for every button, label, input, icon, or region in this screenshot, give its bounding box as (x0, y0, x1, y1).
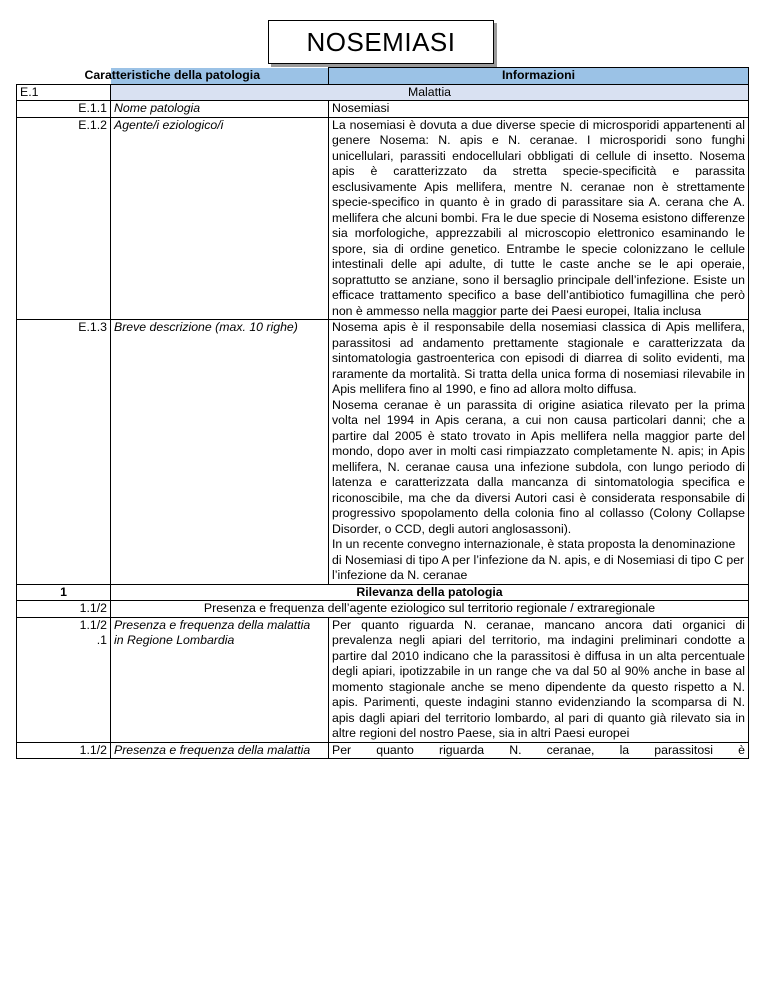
paragraph: In un recente convegno internazionale, è stata proposta la denominazione di Nosemiasi di tipo A per l’infezione da N. apis, e di Nosemiasi di tipo C per l’infezione da N. ceranae (332, 537, 745, 582)
paragraph: Nosema ceranae è un parassita di origine asiatica rilevato per la prima volta nel 1994 in Apis cerana, a cui non causa particolari danni; che a partire dal 2005 è stato trovato in Apis mellifera nella maggior parte del mondo, dopo aver in molti casi rimpiazzato completamente N. apis; in Apis mellifera, N. ceranae causa una infezione subdola, con lungo periodo di latenza e caratterizzata dalla mancanza di sintomatologia specifica e riconoscibile, ma che da diversi Autori casi è considerata responsabile di progressivo spopolamento della colonia fino al collasso (Colony Collapse Disorder, o CCD, degli autori anglosassoni). (332, 397, 745, 536)
row-label: Agente/i eziologico/i (111, 117, 329, 320)
table-row (17, 320, 749, 585)
row-code: E.1.2 (17, 117, 111, 320)
section-label: Presenza e frequenza dell’agente eziologico sul territorio regionale / extraregionale (111, 601, 749, 618)
row-value: Per quanto riguarda N. ceranae, mancano ancora dati organici di prevalenza negli apiari del territorio, ma indagini preliminari condotte a partire dal 2010 indicano che la parassitosi è diffusa in un alta percentuale degli apiari, ipotizzabile in un range che va dal 50 al 90% anche in base al momento stagionale anche se meno dipendente da questo rispetto a N. apis. Parimenti, queste indagini stanno evidenziando la scomparsa di N. apis dagli apiari del territorio lombardo, al pari di quanto già rilevato sia in altre regioni del nostro Paese, sia in altri Paesi europei (329, 617, 749, 742)
row-value: Per quanto riguarda N. ceranae, la parassitosi è (329, 742, 749, 759)
table-row (17, 117, 749, 320)
table-row (17, 101, 749, 118)
table-row (17, 617, 749, 742)
section-row-1-1 (17, 601, 749, 618)
row-code: 1.1/2 (17, 742, 111, 759)
row-code-line: 1.1/2 (79, 617, 107, 632)
table-header-row (17, 68, 749, 85)
row-value: La nosemiasi è dovuta a due diverse specie di microsporidi appartenenti al genere Nosema: N. apis e N. ceranae. I microsporidi sono funghi unicellulari, parassiti endocellulari obbligati di cellule di insetto. Nosema apis è caratterizzato da stretta specie-specificità e parassita esclusivamente Apis mellifera, mentre N. ceranae non è strettamente specie-specifico in quanto è in grado di parassitare sia A. cerana che A. mellifera che alcuni bombi. Fra le due specie di Nosema esistono differenze sia morfologiche, apprezzabili al microscopio elettronico esaminando le spore, sia di ordine genetico. Entrambe le specie colonizzano le cellule intestinali delle api adulte, di tutte le caste anche se le api operaie, soprattutto se anziane, sono il bersaglio principale dell’infezione. Esiste un efficace trattamento specifico a base dell’antibiotico fumagillina che però non è ammesso nella maggior parte dei Paesi europei, Italia inclusa (329, 117, 749, 320)
header-characteristics: Caratteristiche della patologia (17, 68, 329, 85)
row-code (17, 617, 111, 742)
paragraph: Nosema apis è il responsabile della nosemiasi classica di Apis mellifera, parassitosi ad andamento prettamente stagionale e caratterizzata da sintomatologia gastroenterica con episodi di diarrea di solito evidenti, ma raramente da mortalità. Si tratta della unica forma di nosemiasi rilevabile in Apis mellifera fino al 1990, e fino ad allora molto diffusa. (332, 320, 745, 396)
row-label: Nome patologia (111, 101, 329, 118)
section-code: E.1 (17, 84, 111, 101)
row-label-line: Presenza e frequenza della malattia (114, 617, 311, 632)
section-code: 1 (17, 584, 111, 601)
row-label-line: in Regione Lombardia (114, 633, 235, 647)
page-title: NOSEMIASI (268, 20, 494, 64)
table-row (17, 742, 749, 759)
row-label: Breve descrizione (max. 10 righe) (111, 320, 329, 585)
row-value: Nosemiasi (329, 101, 749, 118)
section-label: Rilevanza della patologia (111, 584, 749, 601)
row-value (329, 320, 749, 585)
section-row-e1 (17, 84, 749, 101)
row-code-line: .1 (96, 633, 107, 647)
section-code: 1.1/2 (17, 601, 111, 618)
row-label (111, 617, 329, 742)
row-label: Presenza e frequenza della malattia (111, 742, 329, 759)
row-code: E.1.1 (17, 101, 111, 118)
row-code: E.1.3 (17, 320, 111, 585)
header-information: Informazioni (329, 68, 749, 85)
section-row-1 (17, 584, 749, 601)
section-label: Malattia (111, 84, 749, 101)
disease-table (16, 67, 749, 759)
